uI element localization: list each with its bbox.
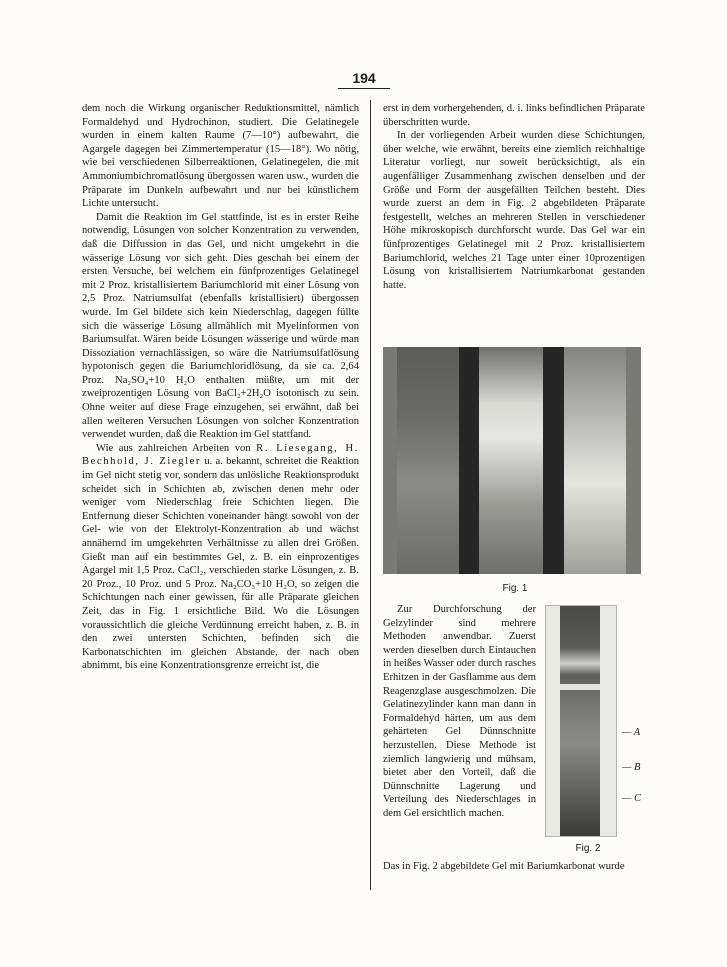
column-divider — [370, 100, 371, 890]
gel-cylinder — [560, 606, 600, 836]
left-column — [82, 102, 359, 673]
figure-1-photo — [383, 347, 641, 574]
figure-2-label-a: — A — [622, 727, 641, 738]
figure-2-photo — [545, 605, 617, 837]
paragraph: In der vorliegenden Arbeit wurden diese Schichtungen, über welche, wie erwähnt, bereits eine ziemlich reichhaltige Literatur vorliegt, nur soweit berücksichtigt, als ein augenfälliger Zusammenhang zwischen denselben und der Größe und Form der ausgefällten Teilchen besteht. Dies wurde zuerst an dem in Fig. 2 abgebildeten Präparate festgestellt, welches an mehreren Stellen in verschiedener Höhe mikroskopisch durchforscht wurde. Das Gel war ein fünfprozentiges Gelatinegel mit 2 Proz. kristallisiertem Bariumchlorid, welches 21 Tage unter einer 10prozentigen Lösung von kristallisiertem Natriumkarbonat gestanden hatte. — [383, 130, 645, 291]
figure-2-caption: Fig. 2 — [575, 843, 601, 854]
right-column-top — [383, 102, 645, 292]
tube-gap — [459, 347, 479, 574]
paragraph: Damit die Reaktion im Gel stattfinde, ist es in erster Reihe notwendig, Lösungen von solcher Konzentration zu verwenden, daß die Diffussion in das Gel, und nicht umgekehrt in die wässerige Lösung vor sich geht. Dies geschah bei einem der ersten Versuche, bei welchem ein fünfprozentiges Gelatinegel mit 2 Proz. kristallisiertem Bariumchlorid mit einer Lösung von 2,5 Proz. Natriumsulfat (ebenfalls kristallisiert) übergossen wurde. Im Gel bildete sich kein Niederschlag, dagegen füllte sich die wässerige Lösung allmählich mit Myelinformen von Bariumsulfat. Wären beide Lösungen wässerige und würde man Dissoziation vernachlässigen, so wäre die Natriumsulfatlösung hypotonisch gegen die Bariumchloridlösung, da sie ca. 2,64 Proz. Na₂SO₄+10 H₂O enthalten müßte, um mit der zweiprozentigen Lösung von BaCl₂+2H₂O isotonisch zu sein. Ohne weiter auf diese Frage einzugehen, sei erwähnt, daß bei allen weiteren Versuchen Lösungen von solcher Konzentration verwendet wurden, daß die Reaktion im Gel stattfand. — [82, 211, 359, 441]
figure-1-caption: Fig. 1 — [502, 583, 528, 594]
header-rule — [338, 88, 390, 89]
paragraph: dem noch die Wirkung organischer Reduktionsmittel, nämlich Formaldehyd und Hydrochinon, studiert. Die Gelatinegele wurden in einem kalten Raume (7—10°) aufbewahrt, die Agargele dagegen bei Zimmertemperatur (15—18°). Wo nötig, wie bei verschiedenen Silberreaktionen, Gelatinegelen, die mit Ammoniumbichromatlösung übergossen waren usw., wurden die Präparate im Dunkeln aufbewahrt und nur bei künstlichem Lichte untersucht. — [82, 103, 359, 210]
gel-tube-left — [397, 347, 459, 574]
tube-gap — [543, 347, 564, 574]
paragraph — [82, 442, 359, 673]
paragraph-lead: Wie aus zahlreichen Arbeiten von — [96, 442, 251, 454]
gel-tube-right — [564, 347, 626, 574]
page-number: 194 — [352, 70, 376, 86]
precipitate-band — [560, 684, 600, 690]
paragraph: Das in Fig. 2 abgebildete Gel mit Bariumkarbonat wurde — [383, 861, 625, 872]
right-column-middle — [383, 603, 536, 821]
figure-2-label-b: — B — [622, 762, 641, 773]
right-column-bottom — [383, 860, 645, 874]
paragraph: Zur Durchforschung der Gelzylinder sind mehrere Methoden anwendbar. Zuerst werden dieselben durch Eintauchen in heißes Wasser oder durch rasches Erhitzen in der Gasflamme aus dem Reagenzglase ausgeschmolzen. Die Gelatinezylinder kann man dann in Formaldehyd härten, um aus dem gehärteten Gel Dünnschnitte herzustellen. Diese Methode ist ziemlich langwierig und mühsam, bietet aber den Vorteil, daß die Dünnschnitte Lagerung und Verteilung des Niederschlages in dem Gel ersichtlich machen. — [383, 604, 536, 819]
author-names: R. Liesegang, H. Bechhold, J. Ziegler — [82, 442, 359, 468]
figure-2-label-c: — C — [622, 793, 641, 804]
gel-tube-middle — [479, 347, 543, 574]
paragraph-rest: u. a. bekannt, schreitet die Reaktion im Gel nicht stetig vor, sondern das unlösliche Reaktionsprodukt scheidet sich in Schichten ab, zwischen denen mehr oder weniger vom Niederschlag freie Schichten liegen. Die Entfernung dieser Schichten voneinander hängt sowohl von der Gel- wie von der Elektrolyt-Konzentration ab und wächst annähernd im umgekehrten Verhältnisse zu allen drei Größen. Gießt man auf ein bestimmtes Gel, z. B. ein einprozentiges Agargel mit 1,5 Proz. CaCl₂, verschieden starke Lösungen, z. B. 20 Proz., 10 Proz. und 5 Proz. Na₂CO₃+10 H₂O, so zeigen die Schichtungen nach einer gewissen, für alle Präparate gleichen Zeit, das in Fig. 1 ersichtliche Bild. Wo die Lösungen voraussichtlich die gleiche Verdünnung erreicht haben, z. B. in den zwei untersten Schichten, befinden sich die Karbonatschichten im gleichen Abstande, der nach oben abnimmt, bis eine Konzentrationsgrenze erreicht ist, die — [82, 456, 360, 672]
paragraph: erst in dem vorhergehenden, d. i. links befindlichen Präparate überschritten wurde. — [383, 103, 645, 128]
